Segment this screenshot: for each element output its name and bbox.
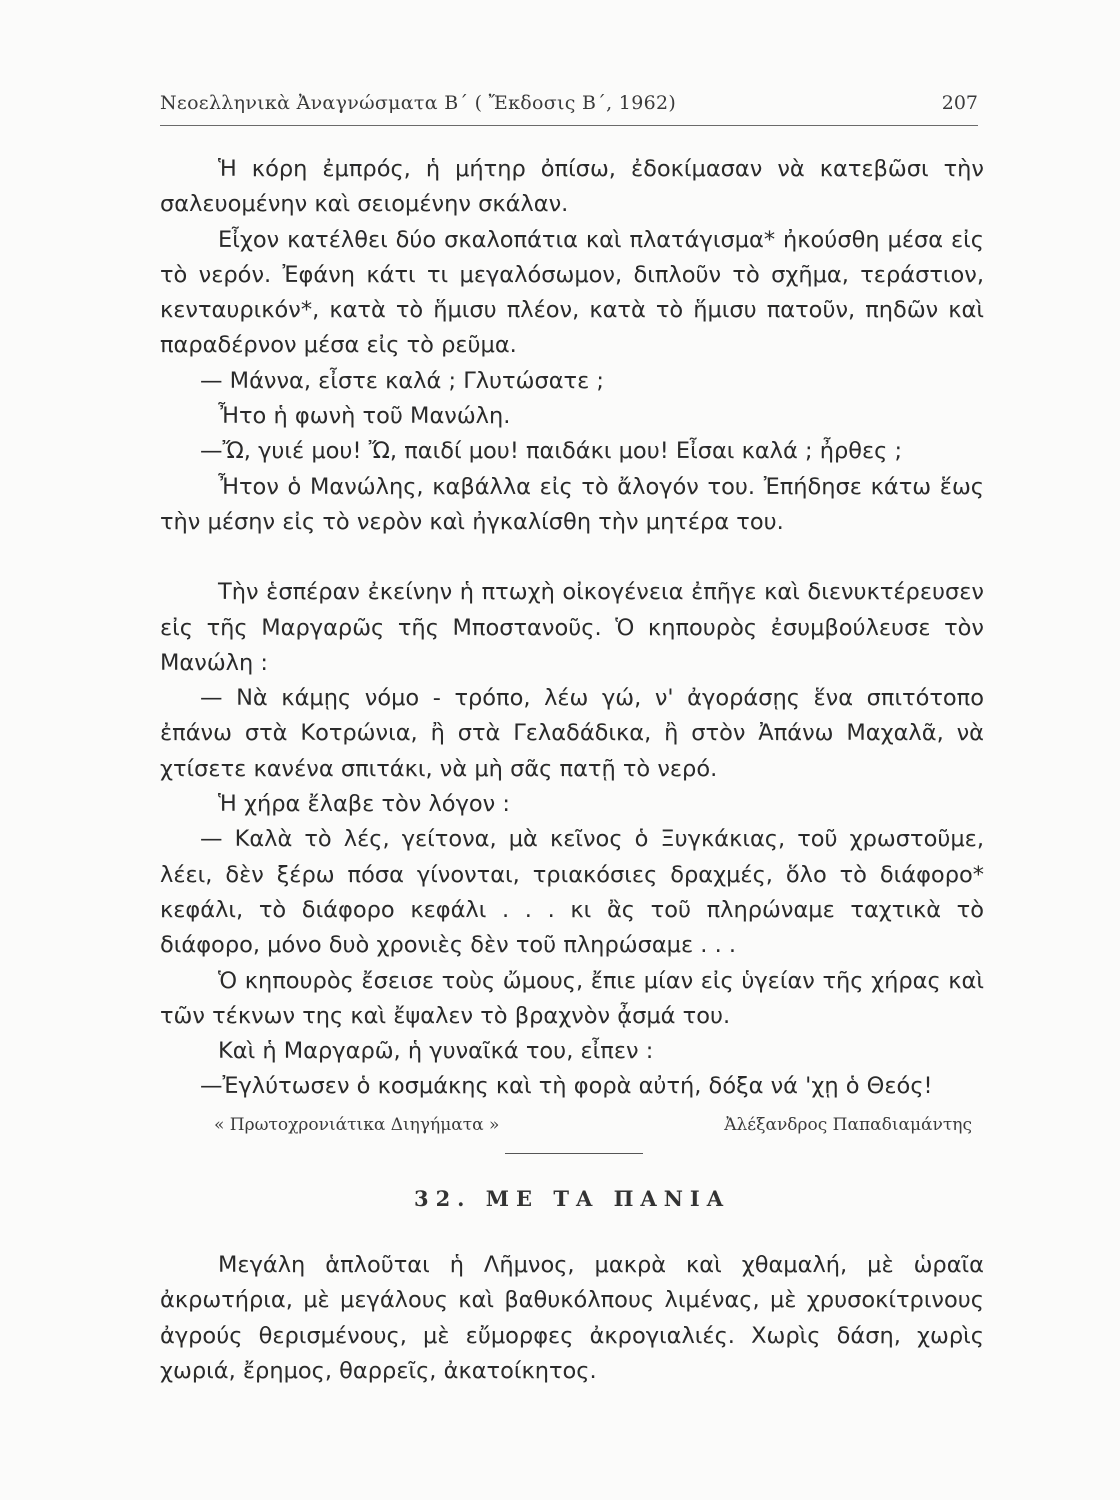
paragraph: Ἦτο ἡ φωνὴ τοῦ Μανώλη. [218, 403, 511, 430]
attribution [160, 1111, 984, 1151]
paragraph: Ὁ κηπουρὸς ἔσεισε τοὺς ὤμους, ἔπιε μίαν εἰς ὑγείαν τῆς χήρας καὶ τῶν τέκνων της καὶ ἔψαλεν τὸ βραχνὸν ᾆσμά του. [160, 967, 984, 1029]
paragraph: Τὴν ἑσπέραν ἐκείνην ἡ πτωχὴ οἰκογένεια ἐπῆγε καὶ διενυκτέρευσεν εἰς τῆς Μαργαρῶς τῆς Μποστανοῦς. Ὁ κηπουρὸς ἐσυμβούλευσε τὸν Μανώλη : [160, 579, 984, 676]
paragraph: Ἡ χήρα ἔλαβε τὸν λόγον : [218, 791, 510, 818]
dialogue-line: — Καλὰ τὸ λές, γείτονα, μὰ κεῖνος ὁ Ξυγκάκιας, τοῦ χρωστοῦμε, λέει, δὲν ξέρω πόσα γίνονται, τριακόσιες δραχμές, ὅλο τὸ διάφορο* κεφάλι, τὸ διάφορο κεφάλι . . . κι ἂς τοῦ πληρώναμε ταχτικὰ τὸ διάφορο, μόνο δυὸ χρονιὲς δὲν τοῦ πληρώσαμε . . . [160, 826, 984, 959]
dialogue-line: —Ὤ, γυιέ μου! Ὤ, παιδί μου! παιδάκι μου! Εἶσαι καλά ; ἦρθες ; [200, 438, 903, 465]
header-rule [160, 125, 978, 126]
section-gap [160, 540, 984, 575]
chapter-text [160, 1248, 984, 1389]
dialogue-line: — Μάννα, εἶστε καλά ; Γλυτώσατε ; [200, 367, 604, 394]
paragraph: Εἶχον κατέλθει δύο σκαλοπάτια καὶ πλατάγισμα* ἠκούσθη μέσα εἰς τὸ νερόν. Ἐφάνη κάτι τι μεγαλόσωμον, διπλοῦν τὸ σχῆμα, τεράστιον, κενταυρικόν*, κατὰ τὸ ἥμισυ πλέον, κατὰ τὸ ἥμισυ πατοῦν, πηδῶν καὶ παραδέρνον μέσα εἰς τὸ ρεῦμα. [160, 226, 984, 359]
dialogue-line: — Νὰ κάμῃς νόμο - τρόπο, λέω γώ, ν' ἀγοράσῃς ἕνα σπιτότοπο ἐπάνω στὰ Κοτρώνια, ἢ στὰ Γελαδάδικα, ἢ στὸν Ἀπάνω Μαχαλᾶ, νὰ χτίσετε κανένα σπιτάκι, νὰ μὴ σᾶς πατῇ τὸ νερό. [160, 685, 984, 782]
chapter-heading [160, 1186, 984, 1211]
paragraph: Ἡ κόρη ἐμπρός, ἡ μήτηρ ὀπίσω, ἐδοκίμασαν νὰ κατεβῶσι τὴν σαλευομένην καὶ σειομένην σκάλαν. [160, 156, 984, 218]
author-name: Ἀλέξανδρος Παπαδιαμάντης [724, 1114, 972, 1135]
page-number: 207 [941, 92, 978, 114]
paragraph: Ἦτον ὁ Μανώλης, καβάλλα εἰς τὸ ἄλογόν του. Ἐπήδησε κάτω ἕως τὴν μέσην εἰς τὸ νερὸν καὶ ἠγκαλίσθη τὴν μητέρα του. [160, 473, 984, 535]
running-title: Νεοελληνικὰ Ἀναγνώσματα Β΄ ( Ἔκδοσις Β΄, 1962) [160, 92, 677, 114]
main-text [160, 152, 984, 1151]
dialogue-line: —Ἐγλύτωσεν ὁ κοσμάκης καὶ τὴ φορὰ αὐτή, δόξα νά 'χῃ ὁ Θεός! [200, 1073, 933, 1100]
chapter-title: 32. ΜΕ ΤΑ ΠΑΝΙΑ [413, 1186, 731, 1211]
running-header [160, 92, 978, 120]
paragraph: Μεγάλη ἁπλοῦται ἡ Λῆμνος, μακρὰ καὶ χθαμαλή, μὲ ὡραῖα ἀκρωτήρια, μὲ μεγάλους καὶ βαθυκόλπους λιμένας, μὲ χρυσοκίτρινους ἀγρούς θερισμένους, μὲ εὔμορφες ἀκρογιαλιές. Χωρὶς δάση, χωρὶς χωριά, ἔρημος, θαρρεῖς, ἀκατοίκητος. [160, 1252, 984, 1384]
paragraph: Καὶ ἡ Μαργαρῶ, ἡ γυναῖκά του, εἶπεν : [218, 1038, 654, 1065]
section-divider [505, 1153, 643, 1154]
source-title: « Πρωτοχρονιάτικα Διηγήματα » [214, 1114, 500, 1135]
